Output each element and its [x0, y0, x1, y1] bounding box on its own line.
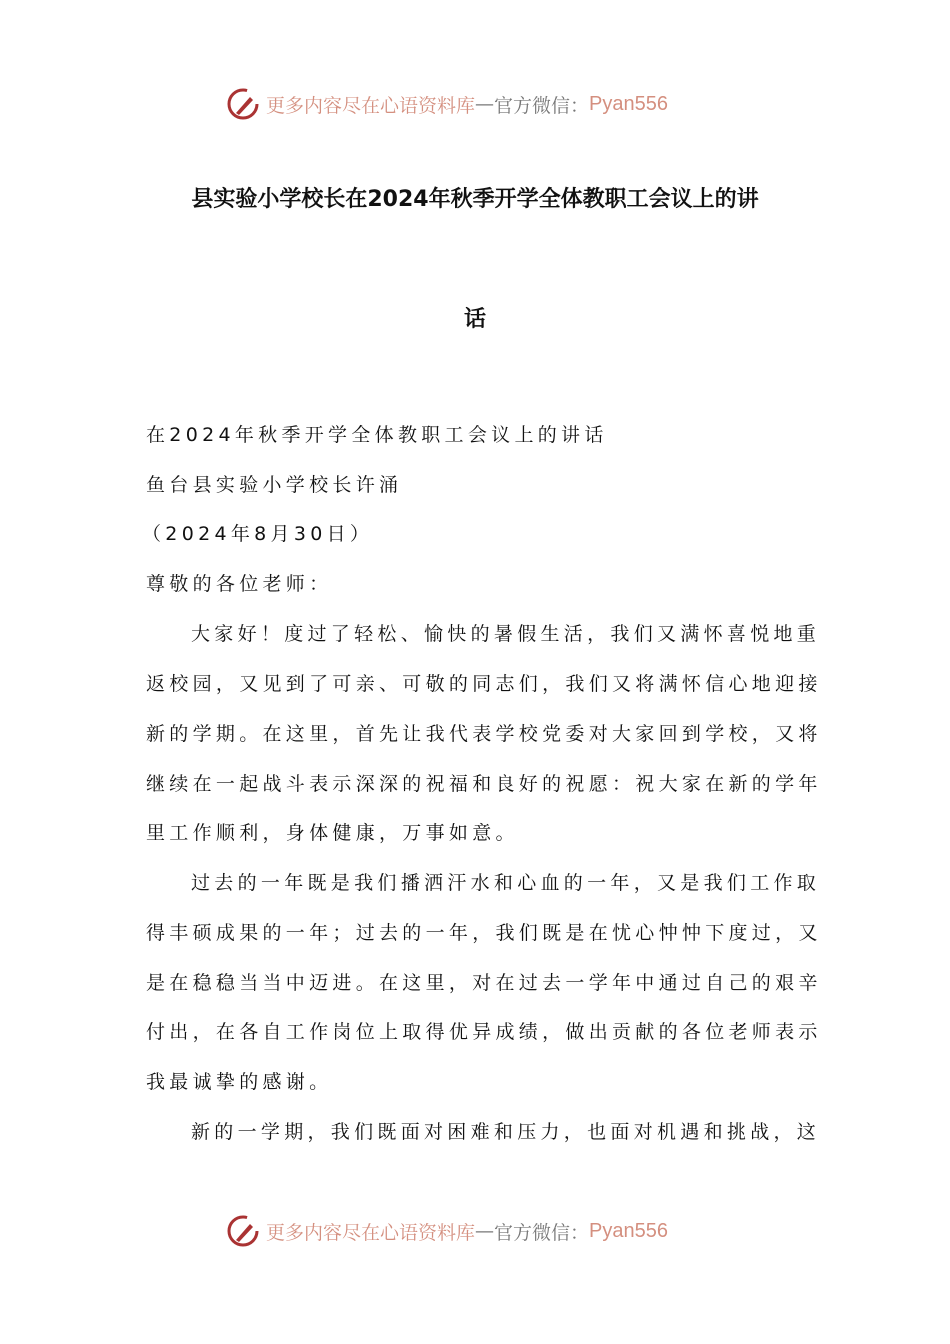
paragraph-line: 我最诚挚的感谢。 [146, 1071, 333, 1093]
paragraph-line: 新的学期。在这里，首先让我代表学校党委对大家回到学校，又将 [146, 723, 822, 745]
paragraph-line: 是在稳稳当当中迈进。在这里，对在过去一学年中通过自己的艰辛 [146, 972, 822, 994]
paragraph-line: 新的一学期，我们既面对困难和压力，也面对机遇和挑战，这 [191, 1121, 821, 1143]
pen-logo-icon [226, 1214, 260, 1248]
doc-title-line1: 县实验小学校长在2024年秋季开学全体教职工会议上的讲 [191, 187, 759, 212]
watermark-official: 官方微信： [494, 94, 590, 117]
paragraph-line: 付出，在各自工作岗位上取得优异成绩，做出贡献的各位老师表示 [146, 1021, 822, 1043]
paragraph-line: 大家好！度过了轻松、愉快的暑假生活，我们又满怀喜悦地重 [191, 623, 821, 645]
paragraph-line: 里工作顺利，身体健康，万事如意。 [146, 822, 519, 844]
watermark-footer [226, 1211, 726, 1251]
watermark-dash: — [475, 1220, 495, 1242]
speaker: 鱼台县实验小学校长许涌 [146, 474, 403, 496]
salutation: 尊敬的各位老师： [146, 573, 333, 595]
watermark-official: 官方微信： [494, 1221, 590, 1244]
paragraph-line: 得丰硕成果的一年；过去的一年，我们既是在忧心忡忡下度过，又 [146, 922, 822, 944]
watermark-dash: — [475, 93, 495, 115]
watermark-brand: 更多内容尽在心语资料库 [266, 1221, 476, 1244]
watermark-wechat: Pyan556 [589, 92, 668, 115]
subtitle: 在2024年秋季开学全体教职工会议上的讲话 [146, 424, 608, 446]
paragraph-line: 过去的一年既是我们播洒汗水和心血的一年，又是我们工作取 [191, 872, 821, 894]
watermark-brand: 更多内容尽在心语资料库 [266, 94, 476, 117]
watermark-wechat: Pyan556 [589, 1219, 668, 1242]
doc-title-line2: 话 [463, 307, 486, 332]
paragraph-line: 返校园，又见到了可亲、可敬的同志们，我们又将满怀信心地迎接 [146, 673, 822, 695]
paragraph-line: 继续在一起战斗表示深深的祝福和良好的祝愿：祝大家在新的学年 [146, 773, 822, 795]
pen-logo-icon [226, 87, 260, 121]
watermark-header [226, 84, 726, 124]
date: （2024年8月30日） [142, 523, 374, 545]
